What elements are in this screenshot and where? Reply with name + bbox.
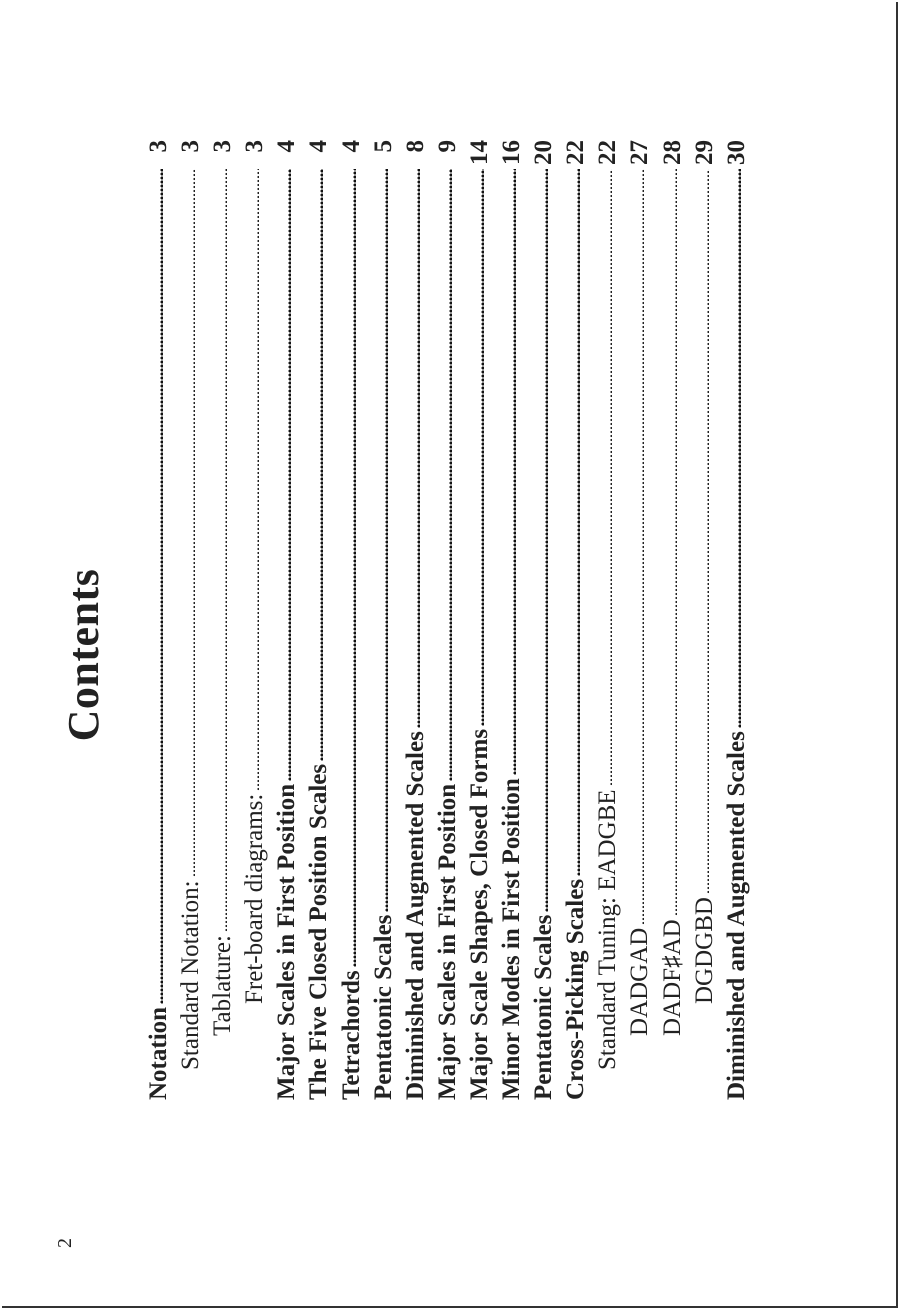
toc-entry-page: 3 [209, 140, 237, 153]
toc-entry[interactable] [723, 140, 755, 1100]
toc-entry-label: Notation [145, 1006, 172, 1100]
dot-leader [545, 169, 548, 912]
toc-entry[interactable] [177, 140, 209, 1100]
toc-entry-page: 22 [562, 140, 590, 165]
toc-entry-page: 20 [530, 140, 558, 165]
toc-entry-page: 3 [241, 140, 269, 153]
dot-leader [513, 169, 516, 775]
toc-entry-page: 4 [337, 140, 365, 153]
toc-entry[interactable] [241, 140, 273, 1100]
toc-entry-label: Tablature: [209, 935, 237, 1036]
toc-entry-label: Cross-Picking Scales [562, 878, 590, 1100]
toc-entry[interactable] [659, 140, 691, 1100]
toc-entry-page: 5 [369, 140, 397, 153]
dot-leader [610, 169, 612, 786]
dot-leader [417, 169, 420, 728]
toc-entry-page: 14 [465, 140, 493, 165]
dot-leader [642, 169, 644, 925]
toc-entry-page: 29 [690, 140, 718, 165]
toc-entry[interactable] [594, 140, 626, 1100]
toc-entry[interactable] [145, 140, 177, 1100]
toc-entry-label: Minor Modes in First Position [498, 778, 526, 1100]
dot-leader [257, 169, 259, 791]
toc-entry[interactable] [626, 140, 658, 1100]
toc-entry-page: 28 [658, 140, 686, 165]
toc-entry[interactable] [466, 140, 498, 1100]
table-of-contents [145, 140, 755, 1100]
toc-entry[interactable] [691, 140, 723, 1100]
dot-leader [675, 169, 677, 916]
toc-entry-page: 4 [273, 140, 301, 153]
toc-entry[interactable] [305, 140, 337, 1100]
toc-entry-page: 3 [177, 140, 205, 153]
toc-entry-page: 8 [401, 140, 429, 153]
dot-leader [449, 169, 452, 781]
toc-entry-page: 4 [305, 140, 333, 153]
toc-entry-page: 30 [722, 140, 750, 165]
toc-entry[interactable] [370, 140, 402, 1100]
toc-entry-page: 9 [433, 140, 461, 153]
toc-entry[interactable] [530, 140, 562, 1100]
toc-entry[interactable] [338, 140, 370, 1100]
dot-leader [481, 169, 484, 726]
page-number: 2 [54, 1238, 76, 1248]
toc-entry-label: Fret-board diagrams: [241, 793, 269, 1004]
dot-leader [738, 169, 741, 728]
toc-entry-label: Diminished and Augmented Scales [401, 731, 429, 1100]
toc-entry-label: Pentatonic Scales [369, 914, 397, 1100]
toc-entry-label: Major Scales in First Position [433, 783, 461, 1100]
dot-leader [160, 169, 163, 1004]
toc-entry-page: 16 [498, 140, 526, 165]
toc-entry-label: Standard Notation: [177, 880, 205, 1070]
dot-leader [320, 169, 323, 761]
toc-entry[interactable] [562, 140, 594, 1100]
toc-entry-label: The Five Closed Position Scales [305, 763, 333, 1100]
toc-entry[interactable] [434, 140, 466, 1100]
toc-entry[interactable] [209, 140, 241, 1100]
toc-entry-label: Major Scales in First Position [273, 783, 301, 1100]
toc-entry[interactable] [273, 140, 305, 1100]
dot-leader [193, 169, 195, 877]
toc-entry-page: 27 [626, 140, 654, 165]
toc-entry-label: DADF♯AD [658, 919, 686, 1036]
dot-leader [225, 169, 227, 932]
toc-entry-page: 3 [145, 140, 172, 153]
toc-entry-label: DADGAD [626, 927, 654, 1036]
dot-leader [385, 169, 388, 912]
dot-leader [707, 169, 709, 894]
toc-entry-label: Diminished and Augmented Scales [722, 731, 750, 1100]
toc-entry-label: Tetrachords [337, 970, 365, 1100]
toc-entry[interactable] [402, 140, 434, 1100]
toc-entry-page: 22 [594, 140, 622, 165]
dot-leader [353, 169, 356, 967]
dot-leader [288, 169, 291, 781]
page-title: Contents [59, 568, 108, 742]
dot-leader [577, 169, 580, 876]
toc-entry-label: Standard Tuning: EADGBE [594, 789, 622, 1070]
toc-entry-label: Major Scale Shapes, Closed Forms [465, 728, 493, 1100]
toc-entry-label: Pentatonic Scales [530, 914, 558, 1100]
toc-entry-label: DGDGBD [690, 897, 718, 1004]
toc-entry[interactable] [498, 140, 530, 1100]
